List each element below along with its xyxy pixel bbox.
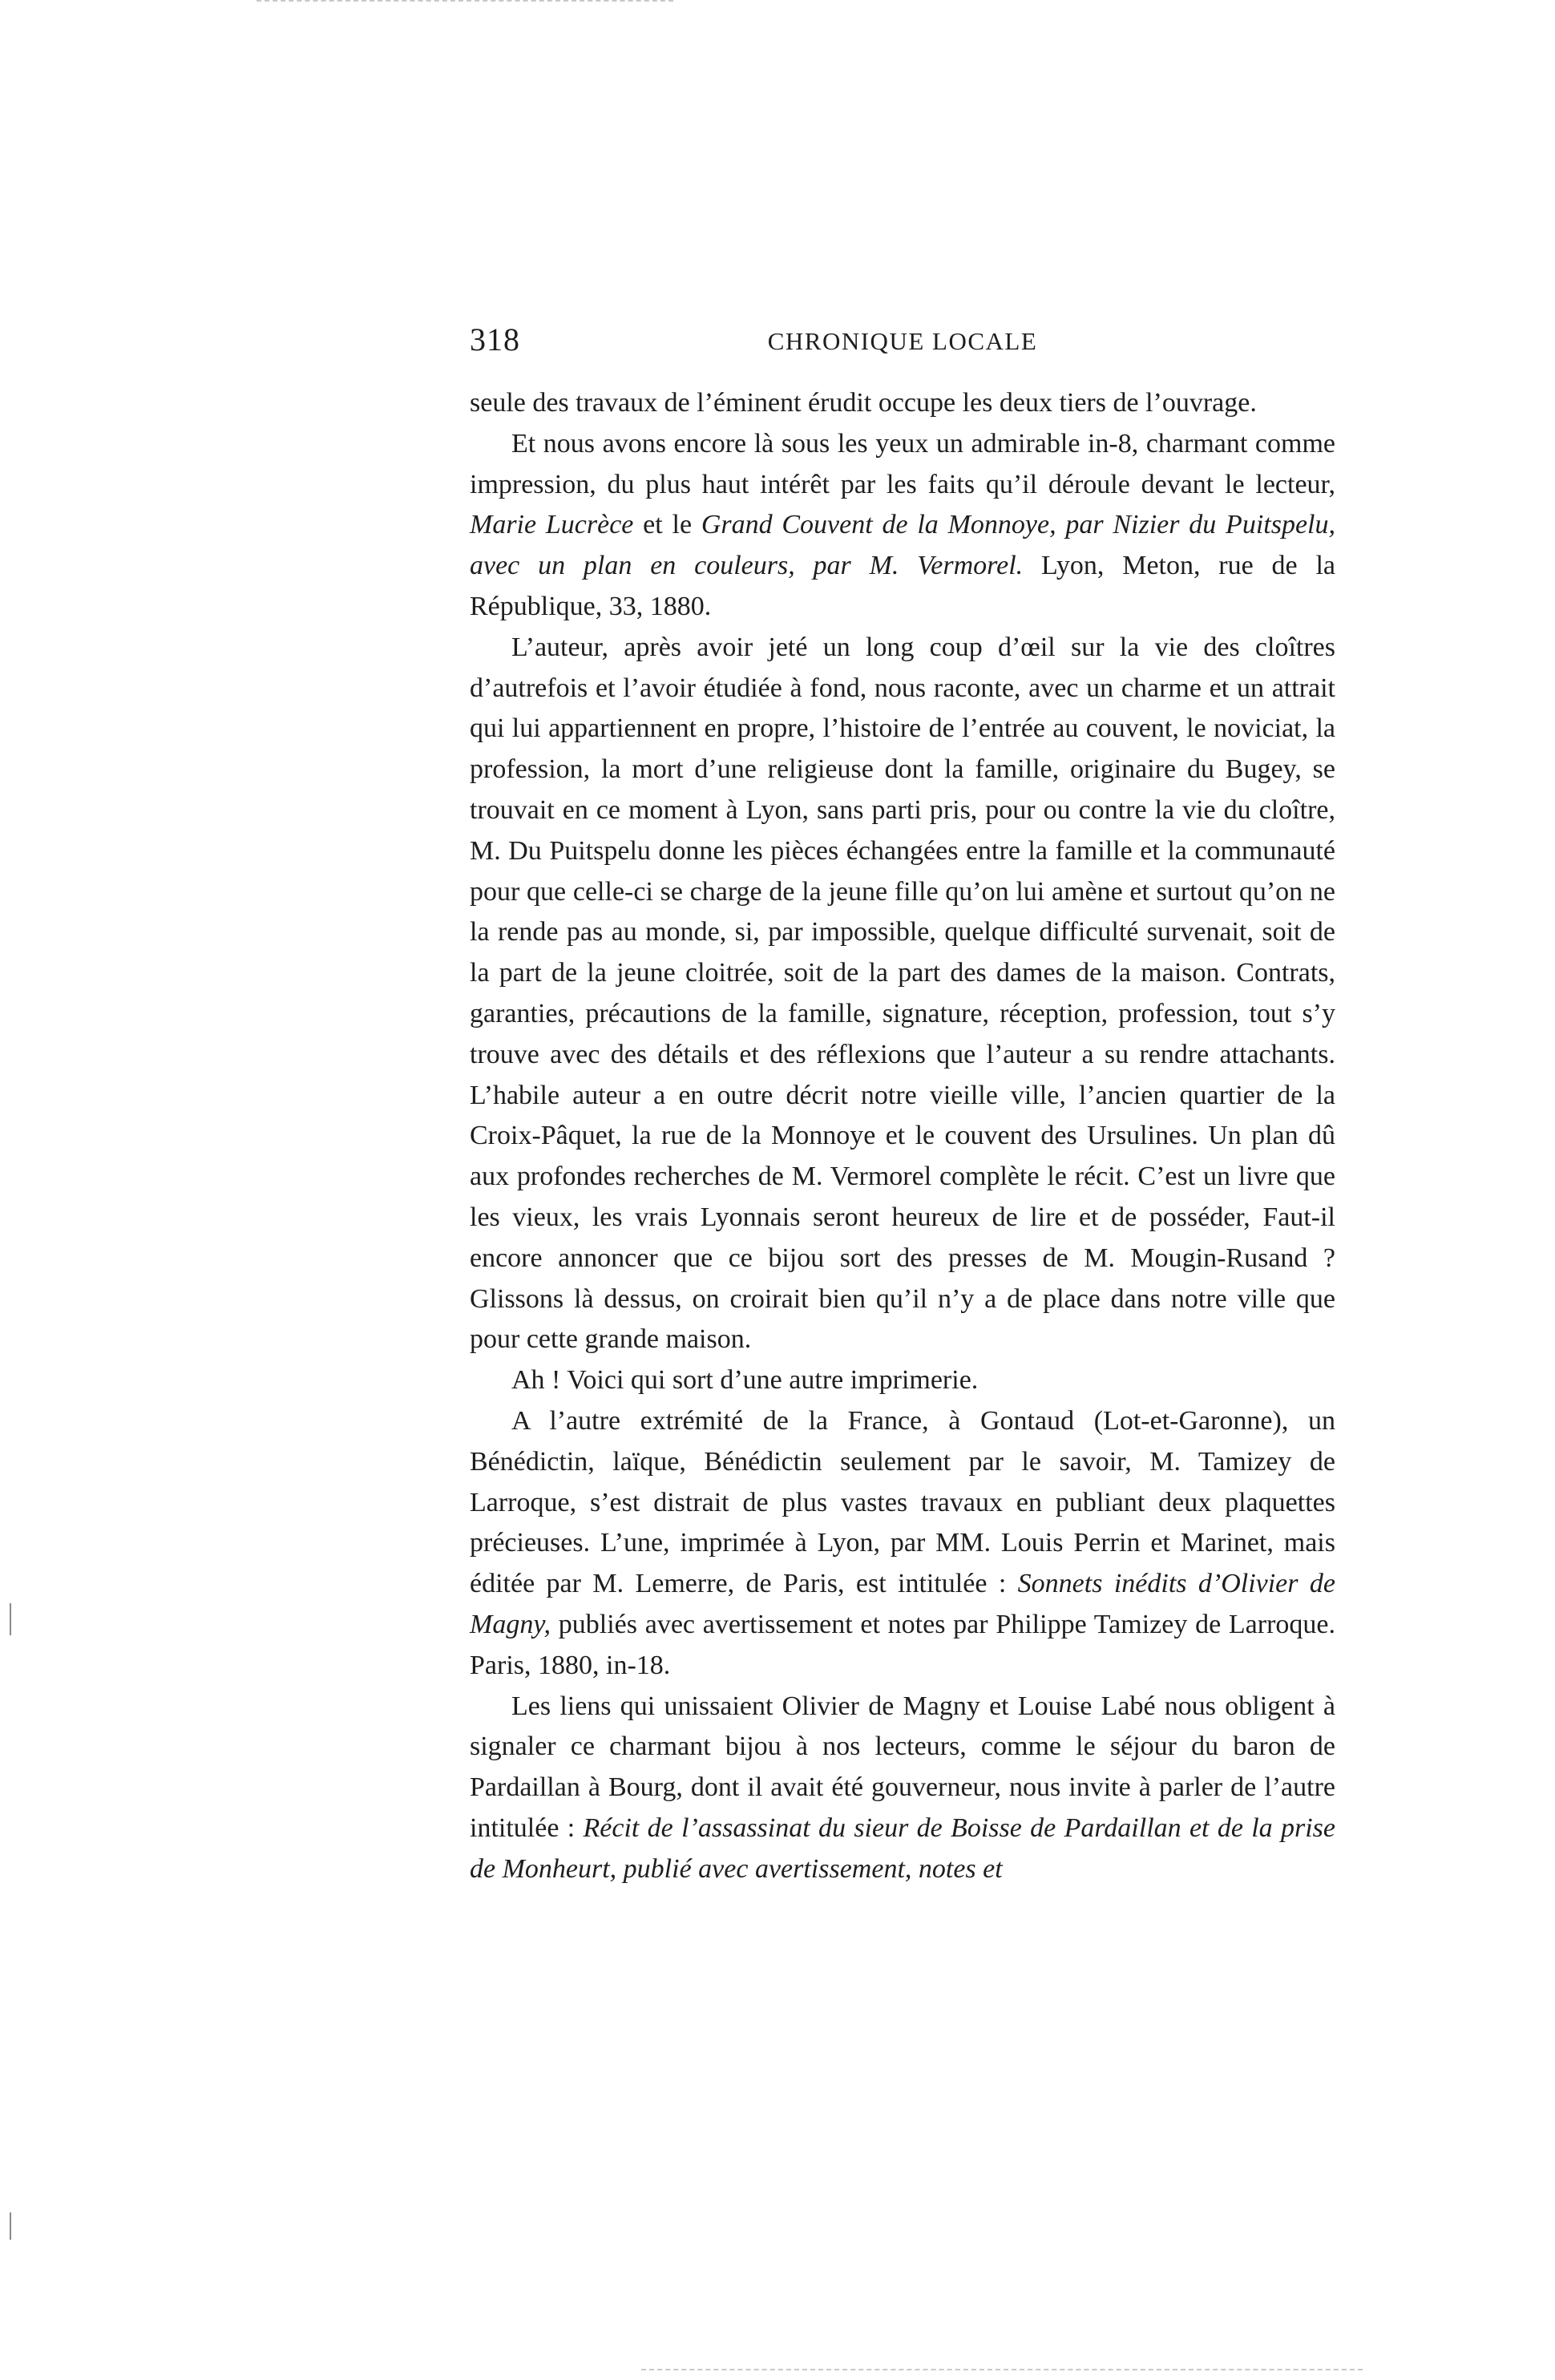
paragraph [470, 1687, 1335, 1890]
body-text [470, 383, 1335, 1889]
italic-text: Marie Lucrèce [470, 510, 634, 540]
margin-mark [10, 2212, 11, 2240]
scan-edge-top [256, 0, 673, 2]
text-run: seule des travaux de l’éminent érudit occupe les deux tiers de l’ouvrage. [470, 388, 1257, 418]
italic-text: Grand Couvent de la Monnoye, par Nizier du Puitspelu, avec un plan en couleurs, par M. Vermorel. [470, 510, 1335, 581]
paragraph [470, 1401, 1335, 1687]
book-page [470, 321, 1335, 1889]
paragraph [470, 1360, 1335, 1401]
italic-text: Sonnets inédits d’Olivier de Magny, [470, 1569, 1335, 1639]
text-run: et le [633, 510, 701, 540]
paragraph [470, 424, 1335, 628]
page-number: 318 [470, 321, 520, 358]
text-run: L’auteur, après avoir jeté un long coup d’œil sur la vie des cloîtres d’autrefois et l’avoir étudiée à fond, nous raconte, avec un charme et un attrait qui lui appartiennent en propre, l’histoire de l’entrée au couvent, le noviciat, la profession, la mort d’une religieuse dont la famille, originaire du Bugey, se trouvait en ce moment à Lyon, sans parti pris, pour ou contre la vie du cloître, M. Du Puitspelu donne les pièces échangées entre la famille et la communauté pour que celle-ci se charge de la jeune fille qu’on lui amène et surtout qu’on ne la rende pas au monde, si, par impossible, quelque difficulté survenait, soit de la part de la jeune cloitrée, soit de la part des dames de la maison. Contrats, garanties, précautions de la famille, signature, réception, profession, tout s’y trouve avec des détails et des réflexions que l’auteur a su rendre attachants. L’habile auteur a en outre décrit notre vieille ville, l’ancien quartier de la Croix-Pâquet, la rue de la Monnoye et le couvent des Ursulines. Un plan dû aux profondes recherches de M. Vermorel complète le récit. C’est un livre que les vieux, les vrais Lyonnais seront heureux de lire et de posséder, Faut-il encore annoncer que ce bijou sort des presses de M. Mougin-Rusand ? Glissons là dessus, on croirait bien qu’il n’y a de place dans notre ville que pour cette grande maison. [470, 632, 1335, 1355]
text-run: Lyon, Meton, rue de la République, 33, 1880. [470, 551, 1336, 621]
text-run: Les liens qui unissaient Olivier de Magny et Louise Labé nous obligent à signaler ce charmant bijou à nos lecteurs, comme le séjour du baron de Pardaillan à Bourg, dont il avait été gouverneur, nous invite à parler de l’autre intitulée : [470, 1691, 1335, 1843]
italic-text: Récit de l’assassinat du sieur de Boisse de Pardaillan et de la prise de Monheurt, publié avec avertissement, notes et [470, 1812, 1336, 1884]
paragraph [470, 383, 1335, 424]
margin-mark [10, 1603, 11, 1635]
paragraph [470, 628, 1335, 1360]
text-run: A l’autre extrémité de la France, à Gontaud (Lot-et-Garonne), un Bénédictin, laïque, Bénédictin seulement par le savoir, M. Tamizey de Larroque, s’est distrait de plus vastes travaux en publiant deux plaquettes précieuses. L’une, imprimée à Lyon, par MM. Louis Perrin et Marinet, mais éditée par M. Lemerre, de Paris, est intitulée : [470, 1405, 1335, 1599]
scan-edge-bottom [641, 2369, 1363, 2370]
running-title: CHRONIQUE LOCALE [767, 327, 1038, 355]
text-run: Et nous avons encore là sous les yeux un admirable in-8, charmant comme impression, du plus haut intérêt par les faits qu’il déroule devant le lecteur, [470, 428, 1335, 499]
text-run: Ah ! Voici qui sort d’une autre imprimerie. [511, 1365, 979, 1396]
text-run: publiés avec avertissement et notes par Philippe Tamizey de Larroque. Paris, 1880, in-18. [470, 1609, 1335, 1680]
running-head [470, 321, 1335, 369]
